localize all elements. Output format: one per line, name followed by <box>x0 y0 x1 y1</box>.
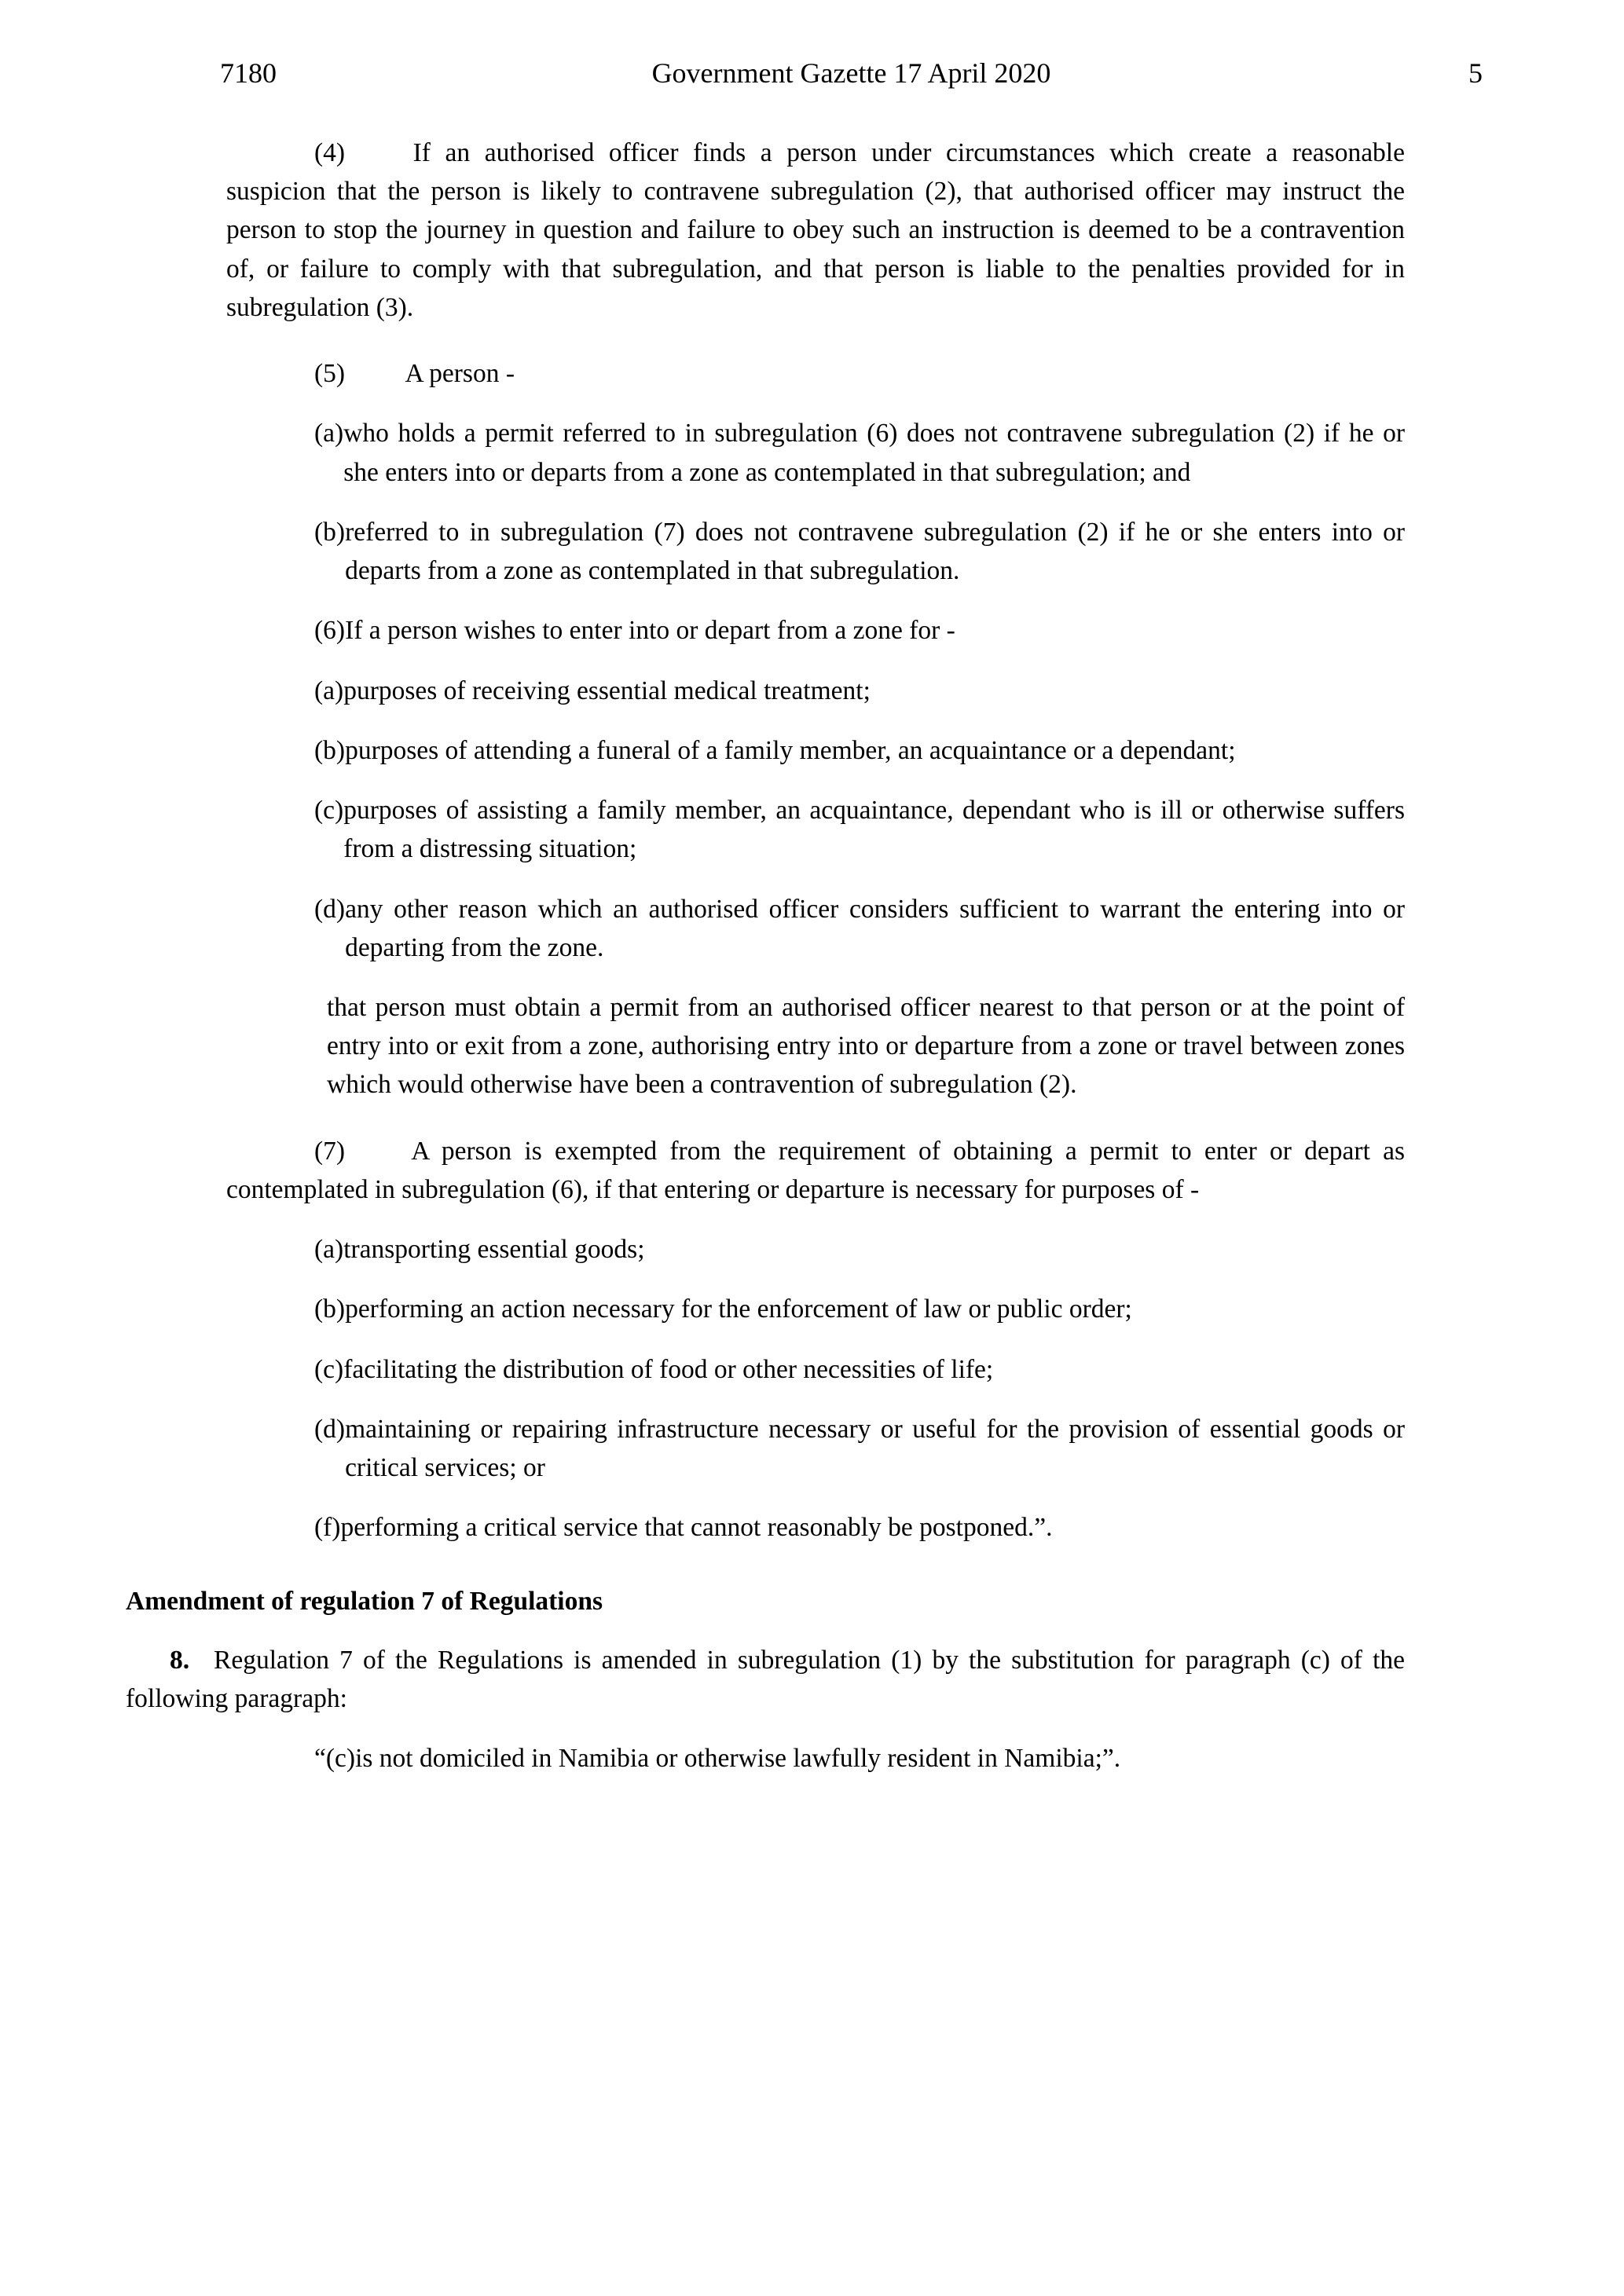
marker-6b: (b) <box>314 735 346 765</box>
text-quote-c: is not domiciled in Namibia or otherwise lawfully resident in Namibia;”. <box>355 1744 1121 1774</box>
text-5b: referred to in subregulation (7) does not contravene subregulation (2) if he or she enters into or departs from a zone as contemplated in that subregulation. <box>345 517 1405 586</box>
marker-6c: (c) <box>314 796 344 826</box>
marker-6: (6) <box>314 616 346 646</box>
amendment-text: Regulation 7 of the Regulations is amended in subregulation (1) by the substitution for paragraph (c) of the following paragraph: <box>126 1645 1405 1714</box>
text-6d: any other reason which an authorised officer considers sufficient to warrant the entering into or departing from the zone. <box>345 894 1405 962</box>
text-7a: transporting essential goods; <box>343 1235 645 1265</box>
gazette-number: 7180 <box>220 57 277 89</box>
amendment-number: 8. <box>170 1645 190 1675</box>
text-7d: maintaining or repairing infrastructure necessary or useful for the provision of essential goods or critical services; or <box>345 1414 1405 1483</box>
marker-7b: (b) <box>314 1294 346 1324</box>
list-item <box>226 1350 1405 1389</box>
list-item <box>226 1230 1405 1269</box>
paragraph-subregulation-7 <box>226 1132 1405 1209</box>
text-subregulation-7: A person is exempted from the requirement of obtaining a permit to enter or depart as contemplated in subregulation (6), if that entering or departure is necessary for purposes of - <box>226 1136 1406 1204</box>
list-item <box>226 890 1405 967</box>
list-item <box>226 414 1405 491</box>
marker-5b: (b) <box>314 517 346 547</box>
marker-7c: (c) <box>314 1354 344 1384</box>
text-6c: purposes of assisting a family member, an acquaintance, dependant who is ill or otherwise suffers from a distressing situation; <box>343 796 1405 864</box>
list-item <box>226 1508 1405 1547</box>
text-6b: purposes of attending a funeral of a family member, an acquaintance or a dependant; <box>345 735 1236 765</box>
marker-7f: (f) <box>314 1513 341 1543</box>
marker-7a: (a) <box>314 1235 344 1265</box>
list-item <box>226 791 1405 868</box>
text-7c: facilitating the distribution of food or other necessities of life; <box>343 1354 994 1384</box>
paragraph-subregulation-6 <box>226 611 1405 650</box>
paragraph-subregulation-4 <box>226 134 1405 327</box>
marker-5: (5) <box>314 359 346 389</box>
section-heading-amendment <box>126 1582 1405 1620</box>
marker-4: (4) <box>314 138 346 167</box>
list-item <box>226 672 1405 710</box>
marker-quote-c: “(c) <box>314 1744 356 1774</box>
text-5a: who holds a permit referred to in subregulation (6) does not contravene subregulation (2) if he or she enters into or departs from a zone as contemplated in that subregulation; and <box>343 419 1405 487</box>
text-subregulation-6: If a person wishes to enter into or depart from a zone for - <box>345 616 955 646</box>
page-number: 5 <box>1468 57 1483 89</box>
text-subregulation-5: A person - <box>405 359 515 389</box>
text-6-closing: that person must obtain a permit from an authorised officer nearest to that person or at the point of entry into or exit from a zone, authorising entry into or departure from a zone or travel between zones which would otherwise have been a contravention of subregulation (2). <box>327 992 1405 1100</box>
text-6a: purposes of receiving essential medical treatment; <box>343 676 871 705</box>
text-subregulation-4: If an authorised officer finds a person under circumstances which create a reasonable suspicion that the person is likely to contravene subregulation (2), that authorised officer may instruct the person to stop the journey in question and failure to obey such an instruction is deemed to be a contravention of, or failure to comply with that subregulation, and that person is liable to the penalties provided for in subregulation (3). <box>226 138 1405 322</box>
gazette-title: Government Gazette 17 April 2020 <box>651 57 1051 89</box>
text-7f: performing a critical service that cannot reasonably be postponed.”. <box>340 1513 1053 1543</box>
marker-6a: (a) <box>314 676 344 705</box>
marker-5a: (a) <box>314 419 344 449</box>
marker-6d: (d) <box>314 894 346 924</box>
paragraph-amendment-8 <box>126 1641 1405 1718</box>
heading-text: Amendment of regulation 7 of Regulations <box>126 1586 603 1616</box>
paragraph-subregulation-5 <box>226 354 1405 393</box>
list-item <box>226 513 1405 590</box>
list-item <box>226 1410 1405 1487</box>
paragraph-6-closing <box>226 988 1405 1104</box>
page-header <box>220 57 1483 90</box>
list-item <box>226 1290 1405 1328</box>
marker-7d: (d) <box>314 1414 346 1444</box>
marker-7: (7) <box>314 1136 346 1166</box>
text-7b: performing an action necessary for the enforcement of law or public order; <box>345 1294 1132 1324</box>
quoted-paragraph-c <box>226 1739 1405 1778</box>
list-item <box>226 731 1405 770</box>
page-body <box>126 134 1406 1800</box>
